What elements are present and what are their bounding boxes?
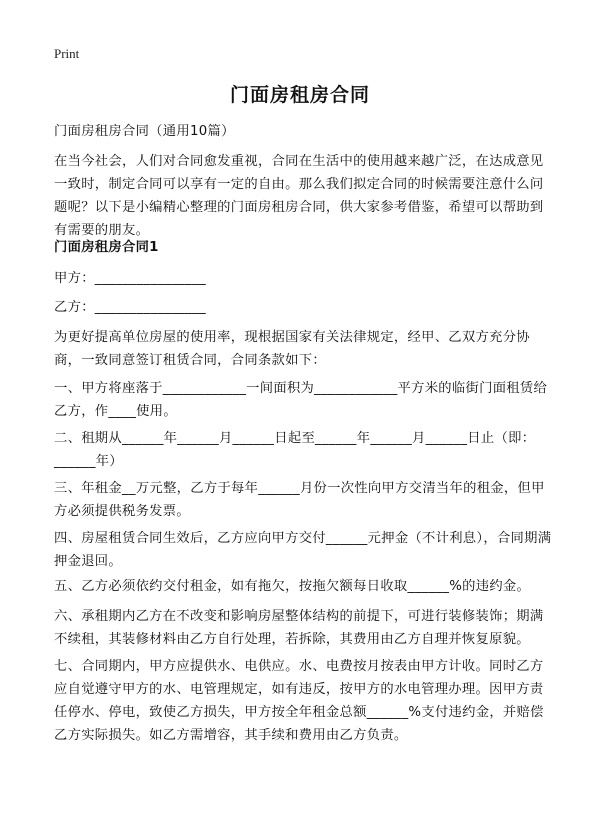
clause-4: 四、房屋租赁合同生效后，乙方应向甲方交付______元押金（不计利息），合同期满押金退回。 (54, 531, 552, 569)
clause-1: 一、甲方将座落于____________一间面积为____________平方米的临街门面租赁给乙方，作____使用。 (54, 381, 548, 419)
document-subtitle: 门面房租房合同（通用10篇） (54, 124, 235, 139)
clause-6: 六、承租期内乙方在不改变和影响房屋整体结构的前提下，可进行装修装饰；期满不续租，其装修材料由乙方自行处理，若拆除，其费用由乙方自理并恢复原貌。 (54, 609, 544, 647)
clause-2: 二、租期从______年______月______日起至______年______月______日止（即：______年） (54, 431, 536, 469)
party-b-line: 乙方：________________ (54, 300, 206, 315)
purpose-paragraph: 为更好提高单位房屋的使用率，现根据国家有关法律规定，经甲、乙双方充分协商，一致同意签订租赁合同，合同条款如下： (54, 330, 530, 368)
clause-3: 三、年租金__万元整，乙方于每年______月份一次性向甲方交清当年的租金，但甲方必须提供税务发票。 (54, 481, 545, 519)
document-title: 门面房租房合同 (229, 84, 370, 106)
clause-5: 五、乙方必须依约交付租金，如有拖欠，按拖欠额每日收取______%的违约金。 (54, 579, 531, 594)
section-heading: 门面房租房合同1 (54, 240, 159, 255)
print-label[interactable]: Print (54, 46, 80, 61)
party-a-line: 甲方：________________ (54, 271, 206, 286)
clause-7: 七、合同期内，甲方应提供水、电供应。水、电费按月按表由甲方计收。同时乙方应自觉遵守甲方的水、电管理规定，如有违反，按甲方的水电管理办理。因甲方责任停水、停电，致使乙方损失，甲方按全年租金总额______%支付违约金，并赔偿乙方实际损失。如乙方需增容，其手续和费用由乙方负责。 (54, 659, 544, 743)
intro-paragraph: 在当今社会，人们对合同愈发重视，合同在生活中的使用越来越广泛，在达成意见一致时，制定合同可以享有一定的自由。那么我们拟定合同的时候需要注意什么问题呢？以下是小编精心整理的门面房租房合同，供大家参考借鉴，希望可以帮助到有需要的朋友。 (54, 154, 544, 238)
